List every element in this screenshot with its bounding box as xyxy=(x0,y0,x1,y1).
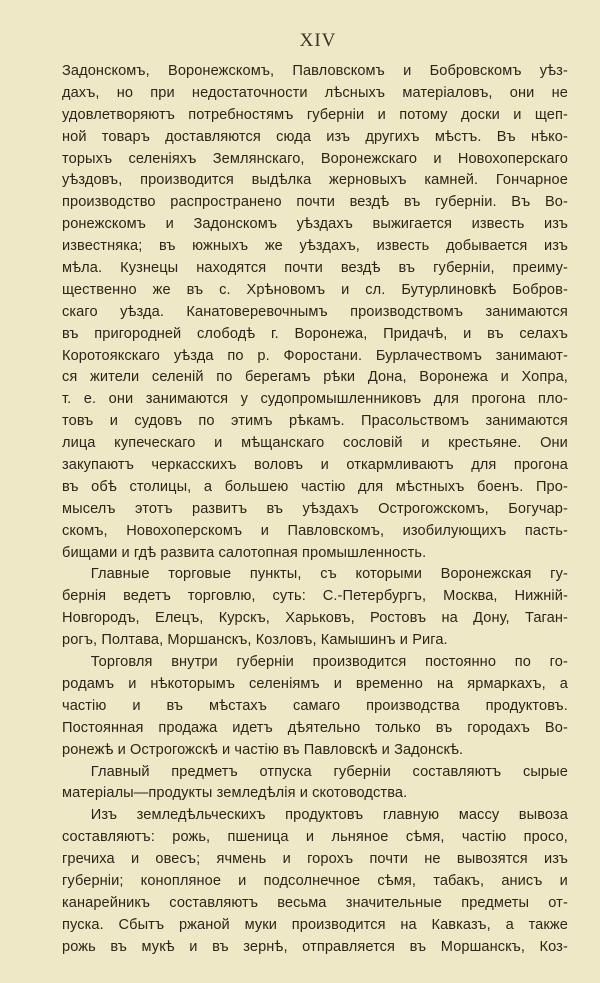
text-line: въ обѣ столицы, а большею частію для мѣстныхъ боенъ. Про- xyxy=(62,477,568,495)
text-line: Изъ земледѣльческихъ продуктовъ главную массу вывоза xyxy=(90,806,568,824)
text-line: т. е. они занимаются у судопромышленниковъ для прогона пло- xyxy=(62,390,568,408)
text-line: составляютъ: рожь, пшеница и льняное сѣмя, частію просо, xyxy=(62,828,568,846)
text-line: Коротоякскаго уѣзда по р. Форостани. Бурлачествомъ занимают- xyxy=(62,346,568,364)
text-line: известняка; въ южныхъ же уѣздахъ, известь добывается изъ xyxy=(62,237,568,255)
text-line: рогъ, Полтава, Моршанскъ, Козловъ, Камышинъ и Рига. xyxy=(62,631,448,649)
text-line: въ пригородней слободѣ г. Воронежа, Придачѣ, и въ селахъ xyxy=(62,324,568,342)
text-line: матеріалы—продукты земледѣлія и скотоводства. xyxy=(62,784,408,802)
text-line: бернія ведетъ торговлю, суть: С.-Петербургъ, Москва, Нижній- xyxy=(62,587,568,605)
text-line: Главные торговые пункты, съ которыми Воронежская гу- xyxy=(90,565,568,583)
text-line: гречиха и овесъ; ячмень и горохъ почти не вывозятся изъ xyxy=(62,850,568,868)
body-text xyxy=(62,60,568,958)
text-line: производство распространено почти вездѣ въ губерніи. Въ Во- xyxy=(62,193,568,211)
text-line: Новгородъ, Елецъ, Курскъ, Харьковъ, Ростовъ на Дону, Таган- xyxy=(62,609,568,627)
text-line: Задонскомъ, Воронежскомъ, Павловскомъ и Бобровскомъ уѣз- xyxy=(62,62,568,79)
text-line: бищами и гдѣ развита салотопная промышленность. xyxy=(62,543,427,561)
text-line: удовлетворяютъ потребностямъ губерніи и потому доски и щеп- xyxy=(62,105,568,123)
text-line: пуска. Сбытъ ржаной муки производится на Кавказъ, а также xyxy=(62,915,568,933)
text-line: дахъ, но при недостаточности лѣсныхъ матеріаловъ, они не xyxy=(62,83,568,101)
text-line: уѣздовъ, производится выдѣлка жерновыхъ камней. Гончарное xyxy=(62,171,568,189)
text-line: ся жители селеній по берегамъ рѣки Дона, Воронежа и Хопра, xyxy=(62,368,568,386)
text-line: ронежскомъ и Задонскомъ уѣздахъ выжигается известь изъ xyxy=(62,215,568,233)
text-line: товъ и судовъ по этимъ рѣкамъ. Прасольствомъ занимаются xyxy=(62,412,568,430)
text-line: ронежѣ и Острогожскѣ и частію въ Павловскѣ и Задонскѣ. xyxy=(62,740,464,758)
text-line: рожь въ мукѣ и въ зернѣ, отправляется въ Моршанскъ, Коз- xyxy=(62,937,568,955)
text-line: родамъ и нѣкоторымъ селеніямъ и временно на ярмаркахъ, а xyxy=(62,674,568,692)
text-line: частію и въ мѣстахъ самаго производства продуктовъ. xyxy=(62,696,568,714)
text-line: мыселъ этотъ развитъ въ уѣздахъ Острогожскомъ, Богучар- xyxy=(62,499,568,517)
text-line: ной товаръ доставляются сюда изъ другихъ мѣстъ. Въ нѣко- xyxy=(62,127,568,145)
text-line: Главный предметъ отпуска губерніи составляютъ сырые xyxy=(90,762,568,780)
text-line: скомъ, Новохоперскомъ и Павловскомъ, изобилующихъ пасть- xyxy=(62,521,568,539)
text-line: закупаютъ черкасскихъ воловъ и откармливаютъ для прогона xyxy=(62,456,568,474)
text-line: торыхъ селеніяхъ Землянскаго, Воронежскаго и Новохоперскаго xyxy=(62,149,568,167)
text-line: щественно же въ с. Хрѣновомъ и сл. Бутурлиновкѣ Бобров- xyxy=(62,280,568,298)
text-line: Торговля внутри губерніи производится постоянно по го- xyxy=(90,653,568,671)
text-line: скаго уѣзда. Канатоверевочнымъ производствомъ занимаются xyxy=(62,302,568,320)
text-line: Постоянная продажа идетъ дѣятельно только въ городахъ Во- xyxy=(62,718,568,736)
page-number: XIV xyxy=(299,30,337,51)
text-line: мѣла. Кузнецы находятся почти вездѣ въ губерніи, преиму- xyxy=(62,259,568,277)
text-line: губерніи; конопляное и подсолнечное сѣмя, табакъ, анисъ и xyxy=(62,871,568,889)
text-line: лица купеческаго и мѣщанскаго сословій и крестьяне. Они xyxy=(62,434,568,452)
text-line: канарейникъ составляютъ весьма значительные предметы от- xyxy=(62,893,568,911)
